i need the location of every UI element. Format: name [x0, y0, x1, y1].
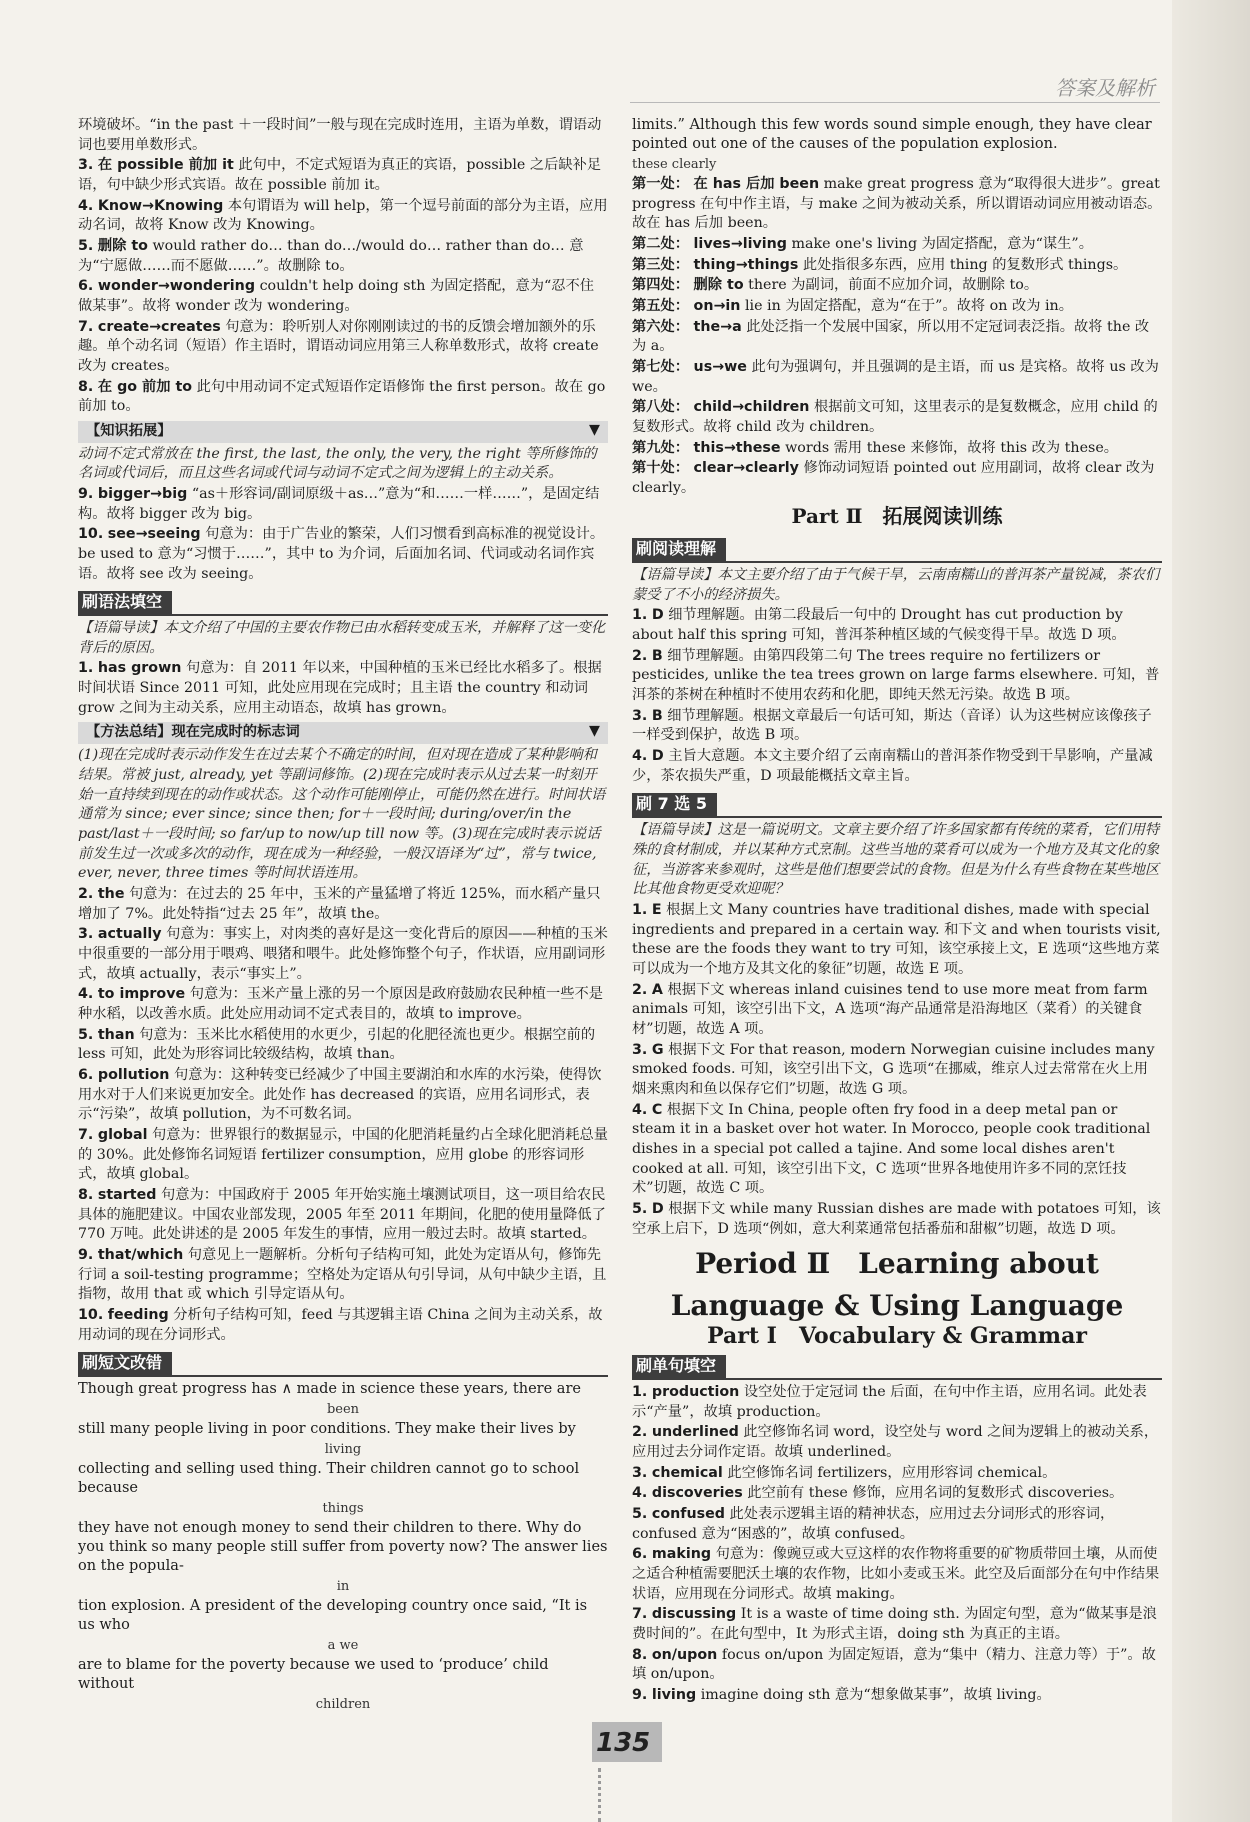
tip-knowledge — [78, 421, 608, 443]
list-item — [632, 901, 1162, 980]
correction-text: limits.” Although this few words sound simple enough, they have clear pointed out one of the causes of the population explosion. — [632, 117, 1152, 152]
item-text: couldn't help doing sth 为固定搭配，意为“忍不住做某事”。故将 wonder 改为 wondering。 — [78, 278, 595, 315]
item-answer: see→seeing — [107, 526, 201, 543]
section-fill: 刷单句填空 — [632, 1355, 726, 1378]
item-answer: than — [97, 1026, 135, 1043]
item-answer: actually — [97, 926, 162, 943]
correction-line: collecting and selling used thing. Their children cannot go to school because — [78, 1460, 580, 1496]
list-item — [632, 1605, 1162, 1644]
item-answer: 在 go 前加 to — [97, 378, 193, 395]
item-number: 第六处： — [632, 318, 690, 335]
item-number: 3. — [78, 926, 94, 943]
item-text: would rather do… than do…/would do… rather than do… 意为“宁愿做……而不愿做……”。故删除 to。 — [78, 238, 584, 274]
list-item — [632, 747, 1162, 786]
item-answer: lives→living — [693, 236, 787, 253]
item-text: 句意为：像豌豆或大豆这样的农作物将重要的矿物质带回土壤，从而使之适合种植需要肥沃土壤的农作物，比如小麦或玉米。此空及后面部分在句中作结果状语，应用现在分词形式。故填 making。 — [632, 1546, 1160, 1602]
item-text: 句意为：这种转变已经减少了中国主要湖泊和水库的水污染，使得饮用水对于人们来说更加安全。此处作 has decreased 的宾语，应用名词形式，表示“污染”，故填 pollution，为不可数名词。 — [78, 1066, 602, 1123]
correction-insert: these clearly — [632, 157, 717, 172]
item-answer: us→we — [693, 359, 747, 376]
item-number: 2. — [632, 981, 648, 998]
right-column — [632, 116, 1162, 1707]
correction-line: Though great progress has ∧ made in science these years, there are — [78, 1380, 581, 1397]
tip-method — [78, 722, 608, 744]
item-answer: 删除 to — [97, 238, 148, 255]
list-item — [632, 1686, 1162, 1706]
item-answer: underlined — [651, 1424, 739, 1441]
left-column — [78, 116, 608, 1715]
item-text: 句意为：聆听别人对你刚刚读过的书的反馈会增加额外的乐趣。单个动名词（短语）作主语时，谓语动词应用第三人称单数形式，故将 create 改为 creates。 — [78, 318, 599, 375]
correction-insert: things — [322, 1500, 364, 1516]
item-number: 6. — [632, 1546, 648, 1563]
fixes-list — [632, 175, 1162, 499]
items-b — [78, 485, 608, 584]
tip-title: 【方法总结】现在完成时的标志词 — [86, 724, 300, 741]
item-number: 1. — [78, 660, 94, 677]
list-item — [78, 197, 608, 236]
item-answer: B — [651, 647, 663, 664]
item-text: 根据下文 In China, people often fry food in a deep metal pan or steam it in a basket over hot water. In Morocco, people cook traditional dishes in a special pot called a tajine. And some local dishes aren't cooked at all. 可知，该空引出下文，C 选项“世界各地使用许多不同的烹饪技术”切题，故选 C 项。 — [632, 1101, 1151, 1197]
item-answer: pollution — [97, 1066, 170, 1083]
item-number: 8. — [78, 378, 94, 395]
list-item — [632, 459, 1162, 498]
correction-insert: living — [324, 1441, 362, 1457]
item-number: 2. — [78, 885, 94, 902]
item-answer: E — [651, 901, 662, 918]
list-item — [632, 256, 1162, 276]
item-text: 此处泛指一个发展中国家，所以用不定冠词表泛指。故将 the 改为 a。 — [632, 318, 1150, 355]
item-answer: the→a — [693, 318, 742, 335]
item-text: 根据上文 Many countries have traditional dishes, made with special ingredients and prepared in a certain way. 和下文 and when tourists visit, these are the foods they want to try 可知，该空承接上文，E 选项“这些地方菜可以成为一个地方及其文化的象征”切题，故选 E 项。 — [632, 901, 1161, 977]
list-item — [632, 175, 1162, 234]
tip-title: 【知识拓展】 — [86, 423, 172, 440]
list-item — [78, 1026, 608, 1065]
fill-items — [632, 1383, 1162, 1706]
item-answer: wonder→wondering — [97, 278, 256, 295]
list-item — [632, 235, 1162, 255]
period-subtitle: Part Ⅰ Vocabulary & Grammar — [707, 1323, 1087, 1350]
item-answer: to improve — [97, 986, 186, 1003]
correction-line: tion explosion. A president of the developing country once said, “It is us who — [78, 1597, 588, 1633]
item-answer: global — [97, 1126, 148, 1143]
item-answer: create→creates — [97, 318, 221, 335]
item-answer: has grown — [97, 660, 182, 677]
item-text: 句意为：自 2011 年以来，中国种植的玉米已经比水稻多了。根据时间状语 Since 2011 可知，此处应用现在完成时；且主语 the country 和动词 grow 之间为主动关系，应用主动语态，故填 has grown。 — [78, 660, 602, 716]
item-answer: production — [651, 1383, 740, 1400]
item-number: 7. — [78, 318, 94, 335]
item-number: 3. — [78, 157, 94, 174]
correction-continued — [632, 116, 1162, 174]
item-text: words 需用 these 来修饰，故将 this 改为 these。 — [785, 439, 1119, 456]
item-text: 此空修饰名词 word，设空处与 word 之间为逻辑上的被动关系，应用过去分词作定语。故填 underlined。 — [632, 1424, 1159, 1460]
section-grammar: 刷语法填空 — [78, 591, 172, 614]
item-text: 此句中用动词不定式短语作定语修饰 the first person。故在 go 前加 to。 — [78, 378, 606, 415]
item-number: 1. — [632, 1383, 648, 1400]
item-number: 4. — [632, 1101, 648, 1118]
list-item — [632, 1041, 1162, 1100]
reading-items — [632, 606, 1162, 786]
part2-title: Part Ⅱ 拓展阅读训练 — [791, 503, 1003, 528]
list-item — [78, 885, 608, 924]
item-number: 第十处： — [632, 460, 690, 477]
list-item — [632, 276, 1162, 296]
item-answer: the — [97, 885, 125, 902]
item-answer: thing→things — [693, 256, 799, 273]
item-text: 此空前有 these 修饰，应用名词的复数形式 discoveries。 — [747, 1485, 1124, 1502]
item-answer: living — [651, 1687, 697, 1704]
list-item — [632, 1423, 1162, 1462]
item-answer: clear→clearly — [693, 460, 799, 477]
list-item — [78, 277, 608, 316]
list-item — [78, 1066, 608, 1125]
item-number: 1. — [632, 901, 648, 918]
list-item — [78, 1306, 608, 1345]
period-title-1: Period Ⅱ Learning about — [695, 1247, 1099, 1281]
list-item — [78, 925, 608, 984]
item-answer: D — [651, 607, 664, 624]
item-text: “as＋形容词/副词原级＋as…”意为“和……一样……”，是固定结构。故将 bigger 改为 big。 — [78, 486, 600, 522]
item-number: 5. — [632, 1200, 648, 1217]
item-text: 句意为：由于广告业的繁荣，人们习惯看到高标准的视觉设计。be used to 意为“习惯于……”，其中 to 为介词，后面加名词、代词或动名词作宾语。故将 see 改为 seeing。 — [78, 526, 605, 582]
item-number: 9. — [632, 1687, 648, 1704]
item-text: 此空修饰名词 fertilizers，应用形容词 chemical。 — [727, 1464, 1057, 1481]
grammar-items — [78, 885, 608, 1345]
item-number: 2. — [632, 647, 648, 664]
grammar-guide: 【语篇导读】本文介绍了中国的主要农作物已由水稻转变成玉米，并解释了这一变化背后的原因。 — [78, 620, 606, 656]
divider — [632, 561, 1162, 563]
item-answer: on→in — [693, 298, 741, 315]
list-item — [78, 378, 608, 417]
item-text: 句意见上一题解析。分析句子结构可知，此处为定语从句，修饰先行词 a soil-testing programme；空格处为定语从句引导词，从句中缺少主语，且指物，故用 that 或 which 引导定语从句。 — [78, 1246, 607, 1303]
item-answer: discoveries — [651, 1485, 743, 1502]
item-text: focus on/upon 为固定短语，意为“集中（精力、注意力等）于”。故填 on/upon。 — [632, 1646, 1156, 1683]
item-answer: confused — [651, 1505, 725, 1522]
item-answer: making — [651, 1546, 712, 1563]
item-number: 5. — [78, 1026, 94, 1043]
list-item — [78, 1186, 608, 1245]
item-number: 7. — [78, 1126, 94, 1143]
correction-line: are to blame for the poverty because we used to ‘produce’ child without — [78, 1656, 549, 1692]
item-number: 9. — [78, 1246, 94, 1263]
correction-insert: children — [315, 1696, 371, 1712]
correction-line: they have not enough money to send their children to there. Why do you think so many people still suffer from poverty now? The answer lies on the popula- — [78, 1519, 608, 1574]
item-text: 句意为：玉米比水稻使用的水更少，引起的化肥径流也更少。根据空前的 less 可知，此处为形容词比较级结构，故填 than。 — [78, 1026, 596, 1063]
item-text: 句意为：在过去的 25 年中，玉米的产量猛增了将近 125%，而水稻产量只增加了 7%。此处特指“过去 25 年”，故填 the。 — [78, 885, 601, 922]
item-answer: on/upon — [651, 1646, 718, 1663]
item-answer: C — [651, 1101, 663, 1118]
item-text: 主旨大意题。本文主要介绍了云南南糯山的普洱茶作物受到干旱影响，产量减少，茶农损失严重，D 项最能概括文章主旨。 — [632, 748, 1153, 784]
list-item — [632, 1464, 1162, 1484]
item-number: 6. — [78, 278, 94, 295]
item-number: 2. — [632, 1424, 648, 1441]
item-answer: this→these — [693, 439, 781, 456]
item-number: 3. — [632, 707, 648, 724]
divider — [78, 614, 608, 616]
period-title-2: Language & Using Language — [670, 1289, 1124, 1323]
items-7-5 — [632, 901, 1162, 1239]
list-item — [632, 647, 1162, 706]
list-item — [78, 156, 608, 195]
item-number: 第四处： — [632, 277, 690, 294]
intro-text: 环境破坏。“in the past ＋一段时间”一般与现在完成时连用，主语为单数，谓语动词也要用单数形式。 — [78, 117, 602, 153]
item-answer: D — [651, 748, 664, 765]
list-item — [78, 985, 608, 1024]
item-text: 分析句子结构可知，feed 与其逻辑主语 China 之间为主动关系，故用动词的现在分词形式。 — [78, 1306, 603, 1343]
item-answer: chemical — [651, 1464, 723, 1481]
item-number: 第七处： — [632, 359, 690, 376]
item-text: It is a waste of time doing sth. 为固定句型，意为“做某事是浪费时间的”。在此句型中，It 为形式主语，doing sth 为真正的主语。 — [632, 1606, 1157, 1642]
section-correction: 刷短文改错 — [78, 1352, 172, 1375]
list-item — [78, 1246, 608, 1305]
divider — [78, 1375, 608, 1377]
item-text: 根据下文 For that reason, modern Norwegian cuisine includes many smoked foods. 可知，该空引出下文，G 选项“在挪威，维京人过去常常在火上用烟来熏肉和鱼以保存它们”切题，故选 G 项。 — [632, 1041, 1155, 1097]
page-edge — [1172, 0, 1250, 1822]
item-text: make one's living 为固定搭配，意为“谋生”。 — [791, 236, 1093, 253]
item-number: 4. — [78, 197, 94, 214]
item-number: 第九处： — [632, 439, 690, 456]
page-number: 135 — [596, 1728, 651, 1758]
chevron-down-icon: ▼ — [589, 422, 600, 439]
divider — [632, 816, 1162, 818]
item-number: 4. — [632, 1485, 648, 1502]
list-item — [632, 398, 1162, 437]
item-text: 根据前文可知，这里表示的是复数概念，应用 child 的复数形式。故将 child 改为 children。 — [632, 399, 1158, 436]
item-answer: discussing — [651, 1606, 737, 1623]
dotted-line — [598, 1768, 605, 1822]
item-number: 6. — [78, 1066, 94, 1083]
item-number: 10. — [78, 1306, 104, 1323]
item-text: imagine doing sth 意为“想象做某事”，故填 living。 — [700, 1687, 1051, 1704]
item-number: 4. — [632, 748, 648, 765]
item-text: make great progress 意为“取得很大进步”。great progress 在句中作主语，与 make 之间为被动关系，所以谓语动词应用被动语态。故在 has 后加 been。 — [632, 176, 1162, 232]
correction-insert: been — [326, 1401, 360, 1417]
item-text: 修饰动词短语 pointed out 应用副词，故将 clear 改为 clearly。 — [632, 460, 1155, 497]
item-number: 4. — [78, 986, 94, 1003]
correction-insert: a we — [327, 1637, 359, 1653]
guide-7-5: 【语篇导读】这是一篇说明文。文章主要介绍了许多国家都有传统的菜肴，它们用特殊的食材制成，并以某种方式烹制。这些当地的菜肴可以成为一个地方及其文化的象征，当游客来参观时，这些是他们想要尝试的食物。但是为什么有些食物在某些地区比其他食物更受欢迎呢？ — [632, 822, 1160, 898]
list-item — [78, 318, 608, 377]
item-answer: G — [651, 1041, 664, 1058]
item-number: 5. — [632, 1505, 648, 1522]
correction-passage — [78, 1380, 608, 1714]
item-text: lie in 为固定搭配，意为“在于”。故将 on 改为 in。 — [744, 298, 1073, 315]
item-text: 句意为：玉米产量上涨的另一个原因是政府鼓励农民种植一些不是种水稻，以改善水质。此处应用动词不定式表目的，故填 to improve。 — [78, 986, 603, 1022]
list-item — [78, 1126, 608, 1185]
item-number: 9. — [78, 486, 94, 503]
list-item — [632, 1505, 1162, 1544]
list-item — [632, 1484, 1162, 1504]
reading-guide: 【语篇导读】本文主要介绍了由于气候干旱，云南南糯山的普洱茶产量锐减，茶农们蒙受了不小的经济损失。 — [632, 567, 1160, 603]
list-item — [632, 606, 1162, 645]
item-number: 3. — [632, 1464, 648, 1481]
tip-body: 动词不定式常放在 the first, the last, the only, the very, the right 等所修饰的名词或代词后，而且这些名词或代词与动词不定式之间为逻辑上的主动关系。 — [78, 445, 597, 482]
item-answer: 在 possible 前加 it — [97, 157, 234, 174]
item-number: 第一处： — [632, 176, 690, 192]
item-text: 句意为：事实上，对肉类的喜好是这一变化背后的原因——种植的玉米中很重要的一部分用于喂鸡、喂猪和喂牛。此处修饰整个句子，作状语，应用副词形式，故填 actually，表示“事实上”。 — [78, 926, 608, 982]
item-text: 细节理解题。由第四段第二句 The trees require no fertilizers or pesticides, unlike the tea trees grown on large farms elsewhere. 可知，普洱茶的茶树在种植时不使用农药和化肥，即纯天然无污染。故选 B 项。 — [632, 647, 1160, 704]
header-label: 答案及解析 — [1055, 76, 1155, 100]
item-answer: 删除 to — [693, 277, 744, 294]
list-item — [632, 1646, 1162, 1685]
list-item — [632, 707, 1162, 746]
item-number: 第三处： — [632, 256, 690, 273]
item-number: 1. — [632, 607, 648, 624]
list-item — [632, 439, 1162, 459]
item-answer: child→children — [693, 399, 810, 416]
item-text: 句意为：世界银行的数据显示，中国的化肥消耗量约占全球化肥消耗总量的 30%。此处修饰名词短语 fertilizer consumption，应用 globe 的形容词形式，故填 global。 — [78, 1126, 608, 1183]
divider — [632, 1378, 1162, 1380]
list-item — [632, 981, 1162, 1040]
header-rule — [630, 102, 1160, 103]
list-item — [78, 525, 608, 584]
item-number: 7. — [632, 1606, 648, 1623]
item-answer: feeding — [107, 1306, 169, 1323]
list-item — [632, 358, 1162, 397]
item-answer: bigger→big — [97, 486, 188, 503]
section-reading: 刷阅读理解 — [632, 538, 726, 561]
item-number: 5. — [78, 238, 94, 255]
item-text: 细节理解题。根据文章最后一句话可知，斯达（音译）认为这些树应该像孩子一样受到保护，故选 B 项。 — [632, 707, 1152, 744]
item-answer: A — [651, 981, 663, 998]
list-item — [632, 1200, 1162, 1239]
item-text: there 为副词，前面不应加介词，故删除 to。 — [748, 277, 1039, 294]
item-text: 设空处位于定冠词 the 后面，在句中作主语，应用名词。此处表示“产量”，故填 production。 — [632, 1383, 1147, 1420]
item-text: 此处指很多东西，应用 thing 的复数形式 things。 — [802, 256, 1128, 273]
list-item — [632, 297, 1162, 317]
item-text: 此句中，不定式短语为真正的宾语，possible 之后缺补足语，句中缺少形式宾语。故在 possible 前加 it。 — [78, 157, 602, 194]
section-7-5: 刷 7 选 5 — [632, 793, 717, 816]
item-number: 8. — [632, 1646, 648, 1663]
correction-insert: in — [336, 1578, 350, 1594]
item-number: 3. — [632, 1041, 648, 1058]
item-number: 第二处： — [632, 236, 690, 253]
item-text: 细节理解题。由第二段最后一句中的 Drought has cut production by about half this spring 可知，普洱茶种植区域的气候变得干旱。故选 D 项。 — [632, 607, 1126, 644]
item-text: 根据下文 whereas inland cuisines tend to use more meat from farm animals 可知，该空引出下文，A 选项“海产品通常是沿海地区（菜肴）的关键食材”切题，故选 A 项。 — [632, 981, 1148, 1037]
item-number: 第八处： — [632, 399, 690, 416]
correction-line: still many people living in poor conditions. They make their lives by — [78, 1420, 576, 1437]
item-text: 此处表示逻辑主语的精神状态，应用过去分词形式的形容词，confused 意为“困惑的”，故填 confused。 — [632, 1505, 1115, 1542]
item-answer: started — [97, 1186, 157, 1203]
chevron-down-icon: ▼ — [589, 723, 600, 740]
items-a — [78, 156, 608, 417]
item-number: 10. — [78, 526, 104, 543]
item-answer: that/which — [97, 1246, 184, 1263]
item-number: 第五处： — [632, 298, 690, 315]
item-number: 8. — [78, 1186, 94, 1203]
item-answer: D — [651, 1200, 664, 1217]
item-text: 根据下文 while many Russian dishes are made with potatoes 可知，该空承上启下，D 选项“例如，意大利菜通常包括番茄和甜椒”切题，故选 D 项。 — [632, 1200, 1161, 1237]
tip-body: (1)现在完成时表示动作发生在过去某个不确定的时间，但对现在造成了某种影响和结果。常被 just, already, yet 等副词修饰。(2)现在完成时表示从过去某一时刻开始一直持续到现在的动作或状态。这个动作可能刚停止，可能仍然在进行。时间状语通常为 since; ever since; since then; for＋一段时间; during/over/in the past/last＋一段时间; so far/up to now/up till now 等。(3)现在完成时表示说话前发生过一次或多次的动作，现在成为一种经验，一般汉语译为“过”，常与 twice, ever, never, three times 等时间状语连用。 — [78, 747, 606, 882]
list-item — [632, 1545, 1162, 1604]
item-answer: 在 has 后加 been — [693, 176, 820, 192]
item-answer: Know→Knowing — [97, 197, 224, 214]
item-text: 句意为：中国政府于 2005 年开始实施土壤测试项目，这一项目给农民具体的施肥建议。中国农业部发现，2005 年至 2011 年期间，化肥的使用量降低了 770 万吨。此处讲述的是 2005 年发生的事情，应用一般过去时。故填 started。 — [78, 1186, 606, 1243]
list-item — [632, 1101, 1162, 1199]
list-item — [78, 485, 608, 524]
list-item — [632, 318, 1162, 357]
item-text: 此句为强调句，并且强调的是主语，而 us 是宾格。故将 us 改为 we。 — [632, 359, 1159, 395]
item-answer: B — [651, 707, 663, 724]
item-text: 本句谓语为 will help，第一个逗号前面的部分为主语，应用动名词，故将 Know 改为 Knowing。 — [78, 197, 608, 234]
list-item — [632, 1383, 1162, 1422]
list-item — [78, 237, 608, 276]
list-item — [78, 659, 608, 718]
